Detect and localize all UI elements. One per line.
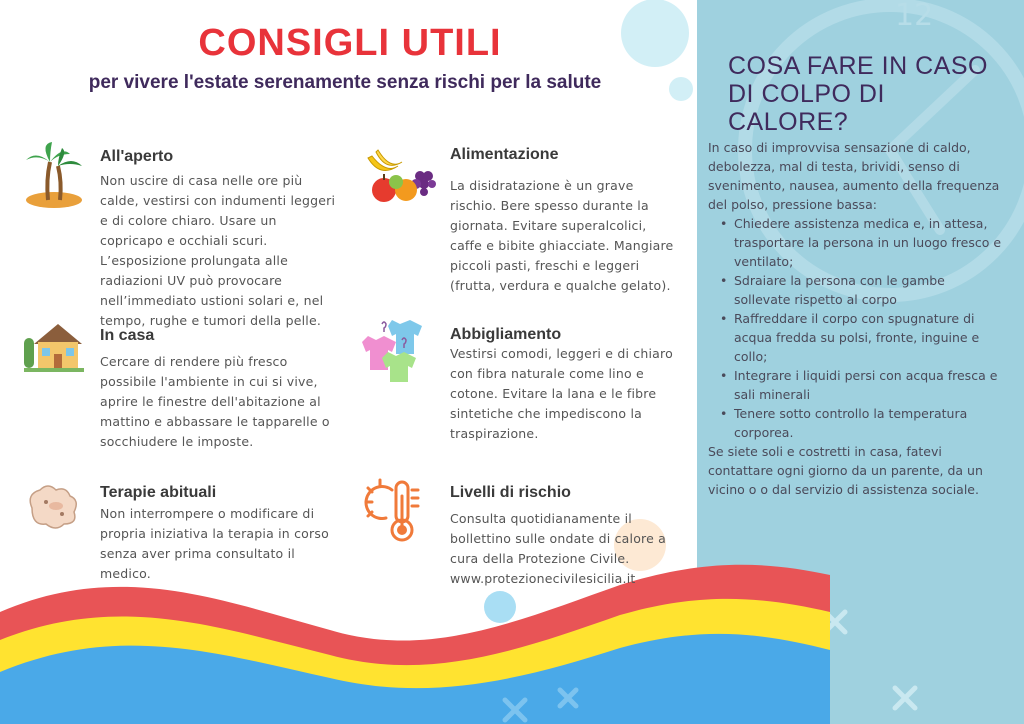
tip-risk-levels — [450, 484, 682, 589]
tip-text: Consulta quotidianamente il bollettino sulle ondate di calore a cura della Protezione Civile. — [450, 511, 667, 566]
page-title: CONSIGLI UTILI — [198, 22, 502, 64]
tip-text: Non interrompere o modificare di propria iniziativa la terapia in corso senza aver prima consultato il medico. — [100, 506, 329, 581]
page-subtitle: per vivere l'estate serenamente senza rischi per la salute — [88, 72, 602, 93]
list-item: • Chiedere assistenza medica e, in attesa, trasportare la persona in un luogo fresco e ventilato; — [708, 214, 1004, 271]
tip-title: Abbigliamento — [450, 326, 562, 343]
tip-therapy — [100, 484, 340, 584]
tip-outdoors — [100, 148, 340, 331]
panel-outro: Se siete soli e costretti in casa, fatevi contattare ogni giorno da un parente, da un vicino o o dal servizio di assistenza sociale. — [708, 444, 983, 497]
panel-bullet-list — [708, 214, 1004, 442]
list-item: • Integrare i liquidi persi con acqua fresca e sali minerali — [708, 366, 1004, 404]
bubble — [621, 0, 689, 67]
tip-text: Vestirsi comodi, leggeri e di chiaro con fibra naturale come lino e cotone. Evitare la lana e le fibre sintetiche che impediscono la traspirazione. — [450, 346, 673, 441]
tip-title: Terapie abituali — [100, 484, 217, 501]
tip-home — [100, 327, 345, 452]
bubble — [669, 77, 693, 101]
fruit-basket-icon — [362, 146, 438, 208]
panel-intro: In caso di improvvisa sensazione di caldo, debolezza, mal di testa, brividi, senso di svenimento, nausea, aumento della frequenza del polso, pressione bassa: — [708, 140, 1000, 212]
medicine-icon — [22, 478, 86, 534]
tip-title: In casa — [100, 327, 155, 344]
tip-title: All'aperto — [100, 148, 174, 165]
panel-title: COSA FARE IN CASO DI COLPO DI CALORE? — [728, 52, 988, 136]
tip-clothing — [450, 326, 682, 444]
tip-text: La disidratazione è un grave rischio. Bere spesso durante la giornata. Evitare superalcolici, caffe e bibite ghiacciate. Mangiare piccoli pasti, freschi e leggeri (frutta, verdura e qualche gelato). — [450, 178, 674, 293]
list-item: • Sdraiare la persona con le gambe sollevate rispetto al corpo — [708, 271, 1004, 309]
list-item: • Tenere sotto controllo la temperatura corporea. — [708, 404, 1004, 442]
civil-protection-link[interactable]: www.protezionecivilesicilia.it — [450, 571, 636, 586]
tip-food — [450, 146, 682, 296]
list-item: • Raffreddare il corpo con spugnature di acqua fredda su polsi, fronte, inguine e collo; — [708, 309, 1004, 366]
tip-text: Cercare di rendere più fresco possibile l'ambiente in cui si vive, aprire le finestre dell'abitazione al mattino e abbassare le tapparelle o socchiudere le imposte. — [100, 354, 330, 449]
thermometer-sun-icon — [362, 476, 432, 546]
tip-title: Alimentazione — [450, 146, 559, 163]
palm-island-icon — [22, 140, 86, 210]
svg-text:12: 12 — [895, 0, 934, 33]
house-icon — [22, 318, 86, 374]
heatstroke-instructions — [708, 138, 1004, 499]
tshirts-icon — [362, 318, 430, 384]
tip-title: Livelli di rischio — [450, 484, 571, 501]
tip-text: Non uscire di casa nelle ore più calde, vestirsi con indumenti leggeri e di colore chiaro. Usare un copricapo e occhiali scuri. L’esposizione prolungata alle radiazioni UV può provocare nell’immediato ustioni solari e, nel tempo, rughe e tumori della pelle. — [100, 173, 336, 328]
bubble — [484, 591, 516, 623]
